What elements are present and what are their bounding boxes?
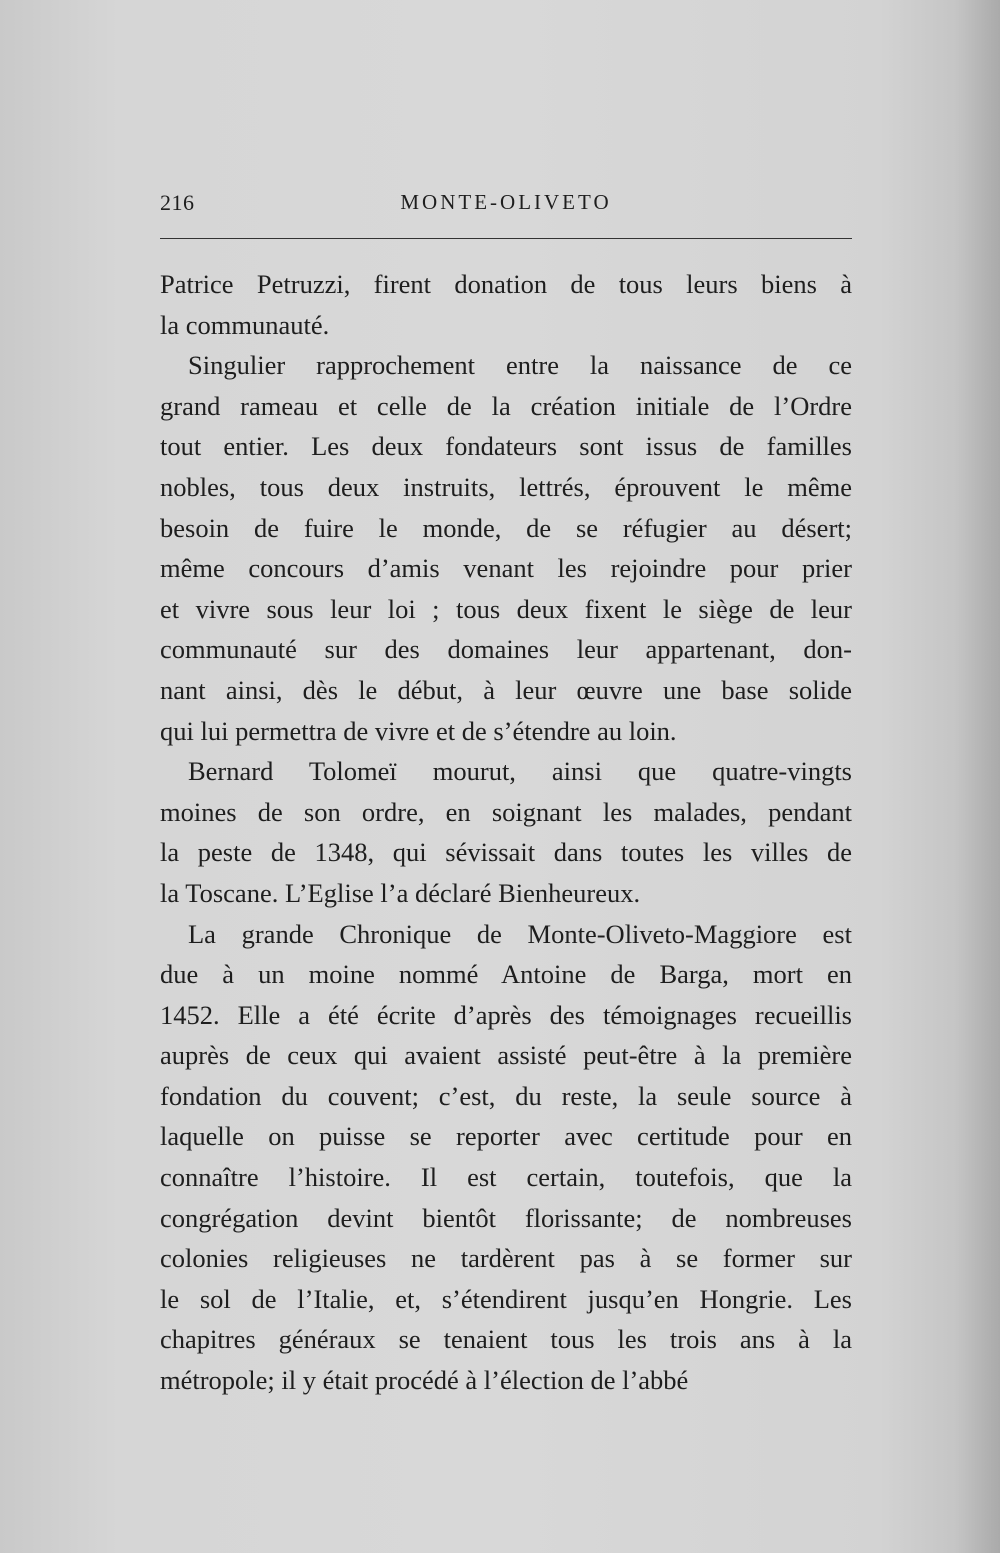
text-line: métropole; il y était procédé à l’élection de l’abbé: [160, 1365, 689, 1396]
text-line: la peste de 1348, qui sévissait dans toutes les villes de: [160, 837, 852, 868]
page-header: [160, 190, 852, 224]
text-line: nant ainsi, dès le début, à leur œuvre une base solide: [160, 674, 852, 705]
text-line: et vivre sous leur loi ; tous deux fixent le siège de leur: [160, 593, 852, 624]
text-line: le sol de l’Italie, et, s’étendirent jusqu’en Hongrie. Les: [160, 1283, 852, 1314]
text-line: congrégation devint bientôt florissante; de nombreuses: [160, 1202, 852, 1233]
text-line: fondation du couvent; c’est, du reste, la seule source à: [160, 1080, 852, 1111]
paragraph: [160, 264, 852, 345]
text-line: chapitres généraux se tenaient tous les trois ans à la: [160, 1324, 852, 1355]
text-line: nobles, tous deux instruits, lettrés, éprouvent le même: [160, 471, 852, 502]
text-line: La grande Chronique de Monte-Oliveto-Maggiore est: [188, 918, 852, 949]
paragraph: [160, 751, 852, 913]
text-line: la communauté.: [160, 309, 330, 340]
text-line: besoin de fuire le monde, de se réfugier au désert;: [160, 512, 852, 543]
text-line: colonies religieuses ne tardèrent pas à se former sur: [160, 1243, 852, 1274]
text-line: tout entier. Les deux fondateurs sont issus de familles: [160, 431, 852, 462]
text-line: laquelle on puisse se reporter avec certitude pour en: [160, 1121, 852, 1152]
body-text: [160, 264, 852, 1401]
text-line: due à un moine nommé Antoine de Barga, mort en: [160, 959, 852, 990]
text-line: connaître l’histoire. Il est certain, toutefois, que la: [160, 1162, 852, 1193]
text-line: la Toscane. L’Eglise l’a déclaré Bienheureux.: [160, 877, 641, 908]
page-edge-shadow: [955, 0, 1000, 1553]
running-title: MONTE-OLIVETO: [400, 190, 612, 214]
text-line: moines de son ordre, en soignant les malades, pendant: [160, 796, 852, 827]
page-number: 216: [160, 190, 195, 215]
text-line: communauté sur des domaines leur appartenant, don-: [160, 634, 852, 665]
text-line: qui lui permettra de vivre et de s’étendre au loin.: [160, 715, 677, 746]
text-line: grand rameau et celle de la création initiale de l’Ordre: [160, 390, 852, 421]
text-line: Patrice Petruzzi, firent donation de tous leurs biens à: [160, 269, 852, 299]
text-line: même concours d’amis venant les rejoindre pour prier: [160, 553, 852, 584]
text-line: Singulier rapprochement entre la naissance de ce: [188, 350, 852, 381]
header-rule: [160, 238, 852, 239]
paragraph: [160, 914, 852, 1401]
text-line: Bernard Tolomeï mourut, ainsi que quatre-vingts: [188, 756, 852, 787]
paragraph: [160, 345, 852, 751]
text-line: 1452. Elle a été écrite d’après des témoignages recueillis: [160, 999, 852, 1030]
text-line: auprès de ceux qui avaient assisté peut-être à la première: [160, 1040, 852, 1071]
